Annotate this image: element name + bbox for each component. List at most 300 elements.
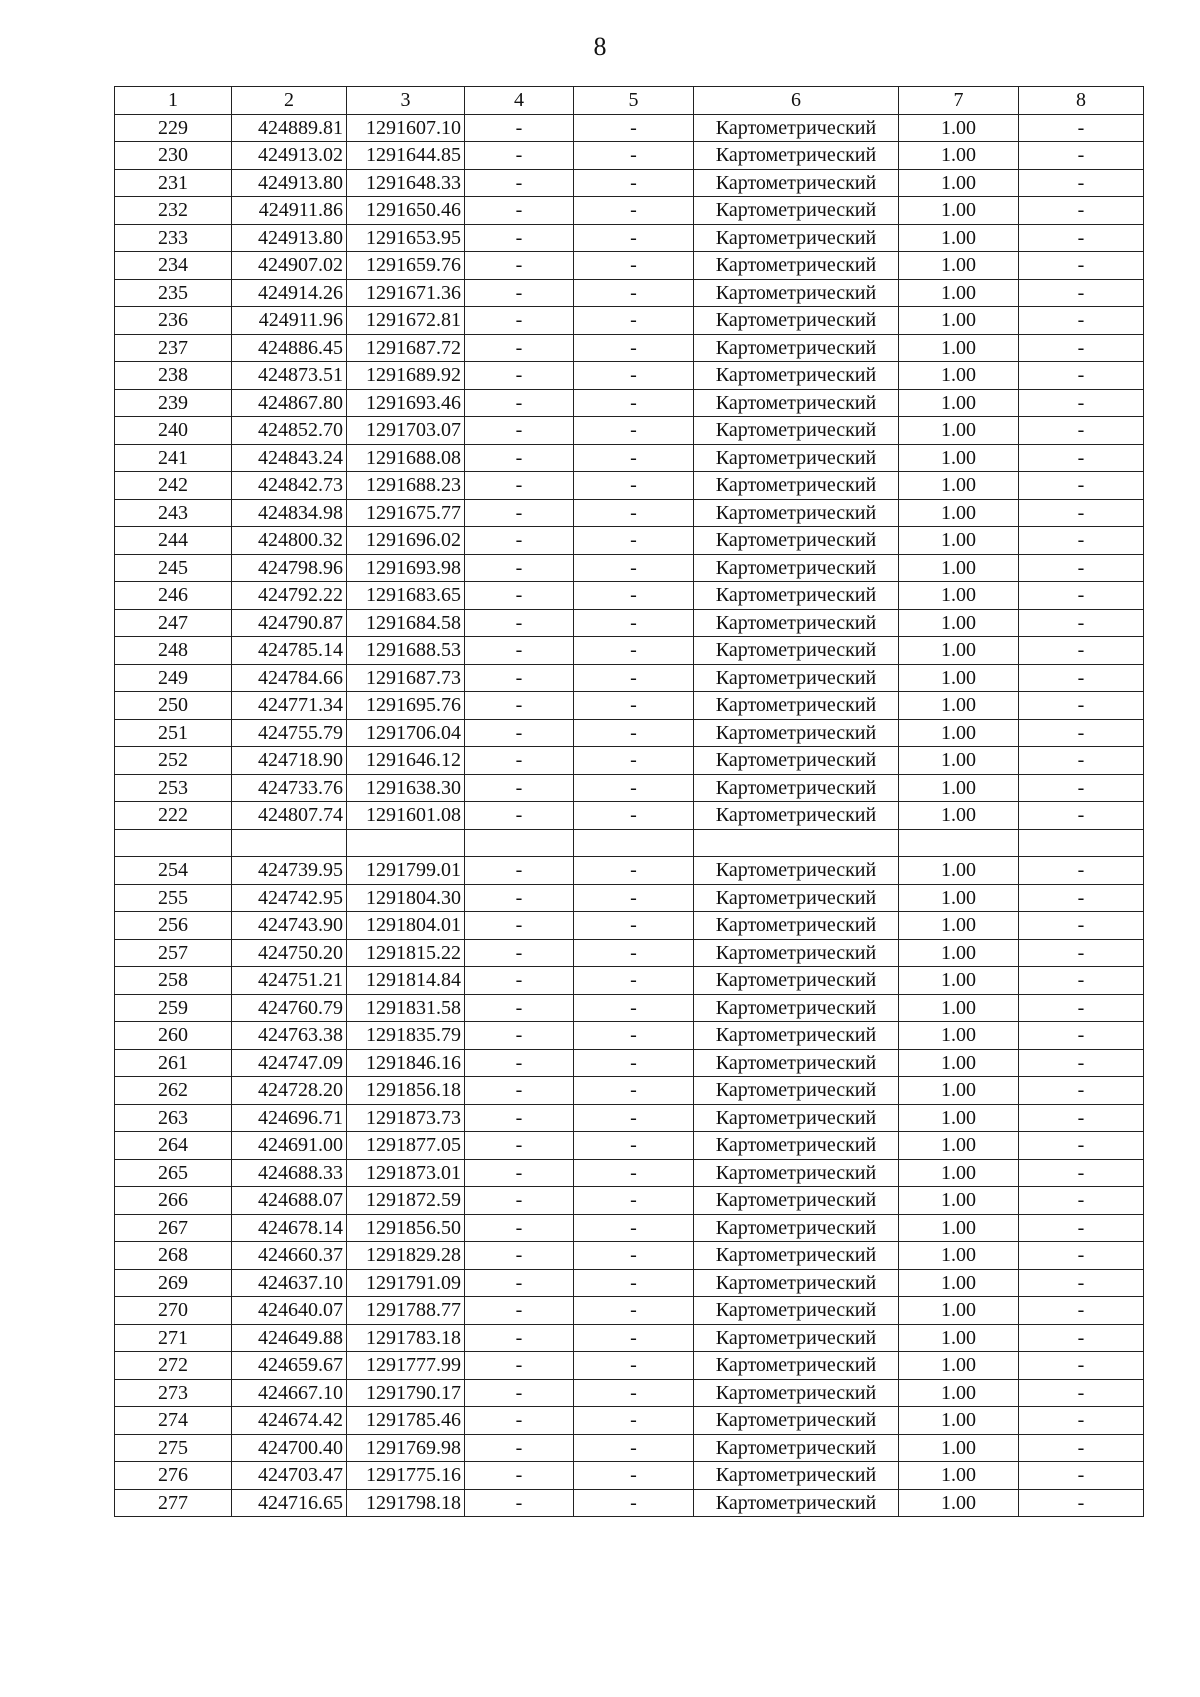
col8-cell: - <box>1019 802 1144 830</box>
point-number-cell: 267 <box>115 1214 232 1242</box>
accuracy-cell: 1.00 <box>899 1104 1019 1132</box>
point-number-cell <box>115 829 232 857</box>
x-coordinate-cell: 424763.38 <box>232 1022 347 1050</box>
point-number-cell: 244 <box>115 527 232 555</box>
x-coordinate-cell: 424800.32 <box>232 527 347 555</box>
col5-cell: - <box>574 994 694 1022</box>
col4-cell: - <box>465 609 574 637</box>
col4-cell: - <box>465 582 574 610</box>
accuracy-cell <box>899 829 1019 857</box>
col8-cell: - <box>1019 1489 1144 1517</box>
point-number-cell: 264 <box>115 1132 232 1160</box>
method-cell: Картометрический <box>694 169 899 197</box>
y-coordinate-cell: 1291688.23 <box>347 472 465 500</box>
y-coordinate-cell: 1291644.85 <box>347 142 465 170</box>
col5-cell: - <box>574 252 694 280</box>
method-cell: Картометрический <box>694 499 899 527</box>
empty-separator-row <box>115 829 1144 857</box>
point-number-cell: 272 <box>115 1352 232 1380</box>
point-number-cell: 275 <box>115 1434 232 1462</box>
point-number-cell: 265 <box>115 1159 232 1187</box>
x-coordinate-cell: 424716.65 <box>232 1489 347 1517</box>
col4-cell: - <box>465 252 574 280</box>
accuracy-cell: 1.00 <box>899 939 1019 967</box>
col8-cell: - <box>1019 1242 1144 1270</box>
accuracy-cell: 1.00 <box>899 747 1019 775</box>
x-coordinate-cell: 424688.07 <box>232 1187 347 1215</box>
point-number-cell: 261 <box>115 1049 232 1077</box>
col5-cell: - <box>574 774 694 802</box>
col8-cell: - <box>1019 417 1144 445</box>
col4-cell: - <box>465 692 574 720</box>
y-coordinate-cell: 1291846.16 <box>347 1049 465 1077</box>
col8-cell: - <box>1019 747 1144 775</box>
col5-cell: - <box>574 637 694 665</box>
col5-cell: - <box>574 527 694 555</box>
table-row <box>115 554 1144 582</box>
accuracy-cell: 1.00 <box>899 142 1019 170</box>
table-row <box>115 527 1144 555</box>
accuracy-cell: 1.00 <box>899 802 1019 830</box>
col5-cell: - <box>574 1297 694 1325</box>
y-coordinate-cell: 1291815.22 <box>347 939 465 967</box>
x-coordinate-cell: 424755.79 <box>232 719 347 747</box>
table-row <box>115 417 1144 445</box>
y-coordinate-cell: 1291693.46 <box>347 389 465 417</box>
table-row <box>115 1049 1144 1077</box>
table-row <box>115 1242 1144 1270</box>
x-coordinate-cell: 424649.88 <box>232 1324 347 1352</box>
method-cell: Картометрический <box>694 664 899 692</box>
col5-cell <box>574 829 694 857</box>
point-number-cell: 229 <box>115 114 232 142</box>
table-row <box>115 1214 1144 1242</box>
col4-cell: - <box>465 554 574 582</box>
col8-cell: - <box>1019 334 1144 362</box>
x-coordinate-cell: 424790.87 <box>232 609 347 637</box>
y-coordinate-cell: 1291607.10 <box>347 114 465 142</box>
accuracy-cell: 1.00 <box>899 1379 1019 1407</box>
point-number-cell: 239 <box>115 389 232 417</box>
point-number-cell: 256 <box>115 912 232 940</box>
col4-cell: - <box>465 1352 574 1380</box>
col4-cell: - <box>465 967 574 995</box>
x-coordinate-cell: 424674.42 <box>232 1407 347 1435</box>
point-number-cell: 251 <box>115 719 232 747</box>
col8-cell: - <box>1019 114 1144 142</box>
y-coordinate-cell: 1291684.58 <box>347 609 465 637</box>
accuracy-cell: 1.00 <box>899 252 1019 280</box>
col8-cell: - <box>1019 1214 1144 1242</box>
y-coordinate-cell: 1291804.01 <box>347 912 465 940</box>
col4-cell: - <box>465 279 574 307</box>
point-number-cell: 260 <box>115 1022 232 1050</box>
col8-cell: - <box>1019 362 1144 390</box>
y-coordinate-cell: 1291687.72 <box>347 334 465 362</box>
col8-cell: - <box>1019 1159 1144 1187</box>
col5-cell: - <box>574 664 694 692</box>
page-number: 8 <box>593 32 607 61</box>
method-cell: Картометрический <box>694 609 899 637</box>
table-row <box>115 912 1144 940</box>
col8-cell: - <box>1019 142 1144 170</box>
col4-cell: - <box>465 1187 574 1215</box>
accuracy-cell: 1.00 <box>899 967 1019 995</box>
column-header-5: 5 <box>574 87 694 115</box>
col4-cell: - <box>465 1462 574 1490</box>
table-row <box>115 692 1144 720</box>
accuracy-cell: 1.00 <box>899 1352 1019 1380</box>
col8-cell: - <box>1019 472 1144 500</box>
col4-cell <box>465 829 574 857</box>
col8-cell: - <box>1019 582 1144 610</box>
point-number-cell: 257 <box>115 939 232 967</box>
y-coordinate-cell: 1291638.30 <box>347 774 465 802</box>
col4-cell: - <box>465 334 574 362</box>
accuracy-cell: 1.00 <box>899 912 1019 940</box>
y-coordinate-cell: 1291829.28 <box>347 1242 465 1270</box>
accuracy-cell: 1.00 <box>899 1132 1019 1160</box>
col8-cell: - <box>1019 857 1144 885</box>
col8-cell: - <box>1019 774 1144 802</box>
y-coordinate-cell: 1291696.02 <box>347 527 465 555</box>
col4-cell: - <box>465 307 574 335</box>
y-coordinate-cell: 1291799.01 <box>347 857 465 885</box>
col8-cell: - <box>1019 1187 1144 1215</box>
x-coordinate-cell: 424760.79 <box>232 994 347 1022</box>
column-header-2: 2 <box>232 87 347 115</box>
y-coordinate-cell: 1291814.84 <box>347 967 465 995</box>
x-coordinate-cell: 424696.71 <box>232 1104 347 1132</box>
table-row <box>115 719 1144 747</box>
method-cell: Картометрический <box>694 527 899 555</box>
col5-cell: - <box>574 1214 694 1242</box>
x-coordinate-cell: 424852.70 <box>232 417 347 445</box>
column-header-8: 8 <box>1019 87 1144 115</box>
col4-cell: - <box>465 472 574 500</box>
accuracy-cell: 1.00 <box>899 169 1019 197</box>
col4-cell: - <box>465 197 574 225</box>
y-coordinate-cell: 1291798.18 <box>347 1489 465 1517</box>
y-coordinate-cell: 1291777.99 <box>347 1352 465 1380</box>
table-row <box>115 114 1144 142</box>
col8-cell: - <box>1019 389 1144 417</box>
x-coordinate-cell: 424785.14 <box>232 637 347 665</box>
y-coordinate-cell: 1291672.81 <box>347 307 465 335</box>
col5-cell: - <box>574 197 694 225</box>
method-cell: Картометрический <box>694 747 899 775</box>
table-row <box>115 802 1144 830</box>
col5-cell: - <box>574 1434 694 1462</box>
x-coordinate-cell: 424798.96 <box>232 554 347 582</box>
method-cell: Картометрический <box>694 389 899 417</box>
col8-cell: - <box>1019 939 1144 967</box>
table-row <box>115 252 1144 280</box>
col4-cell: - <box>465 1434 574 1462</box>
col5-cell: - <box>574 1269 694 1297</box>
table-row <box>115 279 1144 307</box>
col4-cell: - <box>465 1379 574 1407</box>
accuracy-cell: 1.00 <box>899 224 1019 252</box>
y-coordinate-cell: 1291785.46 <box>347 1407 465 1435</box>
accuracy-cell: 1.00 <box>899 1324 1019 1352</box>
accuracy-cell: 1.00 <box>899 554 1019 582</box>
method-cell: Картометрический <box>694 1407 899 1435</box>
x-coordinate-cell: 424678.14 <box>232 1214 347 1242</box>
point-number-cell: 252 <box>115 747 232 775</box>
col4-cell: - <box>465 1022 574 1050</box>
y-coordinate-cell: 1291653.95 <box>347 224 465 252</box>
accuracy-cell: 1.00 <box>899 1214 1019 1242</box>
col4-cell: - <box>465 224 574 252</box>
col5-cell: - <box>574 1324 694 1352</box>
y-coordinate-cell: 1291790.17 <box>347 1379 465 1407</box>
y-coordinate-cell: 1291687.73 <box>347 664 465 692</box>
col8-cell: - <box>1019 1324 1144 1352</box>
col8-cell: - <box>1019 499 1144 527</box>
x-coordinate-cell: 424842.73 <box>232 472 347 500</box>
col8-cell: - <box>1019 554 1144 582</box>
method-cell: Картометрический <box>694 279 899 307</box>
method-cell: Картометрический <box>694 637 899 665</box>
method-cell: Картометрический <box>694 1159 899 1187</box>
point-number-cell: 248 <box>115 637 232 665</box>
method-cell: Картометрический <box>694 1489 899 1517</box>
col4-cell: - <box>465 1324 574 1352</box>
table-row <box>115 1132 1144 1160</box>
col8-cell: - <box>1019 1434 1144 1462</box>
column-header-7: 7 <box>899 87 1019 115</box>
x-coordinate-cell: 424911.96 <box>232 307 347 335</box>
method-cell: Картометрический <box>694 1022 899 1050</box>
method-cell: Картометрический <box>694 1462 899 1490</box>
col5-cell: - <box>574 169 694 197</box>
y-coordinate-cell: 1291791.09 <box>347 1269 465 1297</box>
accuracy-cell: 1.00 <box>899 499 1019 527</box>
table-row <box>115 774 1144 802</box>
method-cell: Картометрический <box>694 1187 899 1215</box>
x-coordinate-cell: 424667.10 <box>232 1379 347 1407</box>
x-coordinate-cell: 424889.81 <box>232 114 347 142</box>
table-row <box>115 994 1144 1022</box>
table-row <box>115 389 1144 417</box>
accuracy-cell: 1.00 <box>899 472 1019 500</box>
col8-cell: - <box>1019 224 1144 252</box>
table-row <box>115 884 1144 912</box>
point-number-cell: 271 <box>115 1324 232 1352</box>
accuracy-cell: 1.00 <box>899 307 1019 335</box>
accuracy-cell: 1.00 <box>899 664 1019 692</box>
x-coordinate-cell: 424691.00 <box>232 1132 347 1160</box>
col5-cell: - <box>574 142 694 170</box>
y-coordinate-cell: 1291703.07 <box>347 417 465 445</box>
table-row <box>115 1022 1144 1050</box>
col8-cell: - <box>1019 637 1144 665</box>
y-coordinate-cell: 1291693.98 <box>347 554 465 582</box>
col8-cell: - <box>1019 1049 1144 1077</box>
col4-cell: - <box>465 912 574 940</box>
y-coordinate-cell: 1291646.12 <box>347 747 465 775</box>
y-coordinate-cell: 1291783.18 <box>347 1324 465 1352</box>
col5-cell: - <box>574 692 694 720</box>
method-cell: Картометрический <box>694 307 899 335</box>
method-cell: Картометрический <box>694 1269 899 1297</box>
col5-cell: - <box>574 1379 694 1407</box>
y-coordinate-cell: 1291835.79 <box>347 1022 465 1050</box>
method-cell: Картометрический <box>694 444 899 472</box>
x-coordinate-cell: 424914.26 <box>232 279 347 307</box>
col5-cell: - <box>574 1407 694 1435</box>
accuracy-cell: 1.00 <box>899 1077 1019 1105</box>
point-number-cell: 270 <box>115 1297 232 1325</box>
table-row <box>115 307 1144 335</box>
method-cell: Картометрический <box>694 1104 899 1132</box>
method-cell: Картометрический <box>694 1352 899 1380</box>
y-coordinate-cell: 1291675.77 <box>347 499 465 527</box>
point-number-cell: 268 <box>115 1242 232 1270</box>
accuracy-cell: 1.00 <box>899 362 1019 390</box>
col8-cell: - <box>1019 307 1144 335</box>
col5-cell: - <box>574 912 694 940</box>
col5-cell: - <box>574 114 694 142</box>
col4-cell: - <box>465 1297 574 1325</box>
col8-cell: - <box>1019 444 1144 472</box>
col5-cell: - <box>574 1132 694 1160</box>
point-number-cell: 234 <box>115 252 232 280</box>
point-number-cell: 263 <box>115 1104 232 1132</box>
col8-cell: - <box>1019 967 1144 995</box>
col4-cell: - <box>465 1214 574 1242</box>
accuracy-cell: 1.00 <box>899 1049 1019 1077</box>
col5-cell: - <box>574 444 694 472</box>
col5-cell: - <box>574 472 694 500</box>
method-cell: Картометрический <box>694 692 899 720</box>
y-coordinate-cell: 1291601.08 <box>347 802 465 830</box>
x-coordinate-cell: 424771.34 <box>232 692 347 720</box>
method-cell: Картометрический <box>694 774 899 802</box>
col5-cell: - <box>574 1077 694 1105</box>
col4-cell: - <box>465 1049 574 1077</box>
col5-cell: - <box>574 884 694 912</box>
table-row <box>115 362 1144 390</box>
y-coordinate-cell: 1291872.59 <box>347 1187 465 1215</box>
col5-cell: - <box>574 857 694 885</box>
col4-cell: - <box>465 444 574 472</box>
col4-cell: - <box>465 1269 574 1297</box>
point-number-cell: 276 <box>115 1462 232 1490</box>
col4-cell: - <box>465 664 574 692</box>
col4-cell: - <box>465 637 574 665</box>
method-cell <box>694 829 899 857</box>
method-cell: Картометрический <box>694 719 899 747</box>
y-coordinate-cell: 1291683.65 <box>347 582 465 610</box>
col5-cell: - <box>574 1462 694 1490</box>
method-cell: Картометрический <box>694 912 899 940</box>
x-coordinate-cell: 424867.80 <box>232 389 347 417</box>
point-number-cell: 274 <box>115 1407 232 1435</box>
table-row <box>115 142 1144 170</box>
accuracy-cell: 1.00 <box>899 279 1019 307</box>
col4-cell: - <box>465 857 574 885</box>
point-number-cell: 237 <box>115 334 232 362</box>
y-coordinate-cell: 1291856.50 <box>347 1214 465 1242</box>
col5-cell: - <box>574 362 694 390</box>
method-cell: Картометрический <box>694 1049 899 1077</box>
col5-cell: - <box>574 1104 694 1132</box>
x-coordinate-cell: 424703.47 <box>232 1462 347 1490</box>
x-coordinate-cell: 424660.37 <box>232 1242 347 1270</box>
col4-cell: - <box>465 499 574 527</box>
col5-cell: - <box>574 1159 694 1187</box>
table-row <box>115 582 1144 610</box>
col4-cell: - <box>465 884 574 912</box>
col4-cell: - <box>465 1489 574 1517</box>
column-header-6: 6 <box>694 87 899 115</box>
method-cell: Картометрический <box>694 1132 899 1160</box>
table-row <box>115 1269 1144 1297</box>
column-header-1: 1 <box>115 87 232 115</box>
col4-cell: - <box>465 802 574 830</box>
x-coordinate-cell: 424911.86 <box>232 197 347 225</box>
y-coordinate-cell: 1291873.73 <box>347 1104 465 1132</box>
x-coordinate-cell: 424659.67 <box>232 1352 347 1380</box>
col8-cell: - <box>1019 1269 1144 1297</box>
y-coordinate-cell: 1291856.18 <box>347 1077 465 1105</box>
accuracy-cell: 1.00 <box>899 1269 1019 1297</box>
method-cell: Картометрический <box>694 939 899 967</box>
accuracy-cell: 1.00 <box>899 994 1019 1022</box>
col4-cell: - <box>465 527 574 555</box>
column-header-3: 3 <box>347 87 465 115</box>
table-row <box>115 472 1144 500</box>
col4-cell: - <box>465 169 574 197</box>
x-coordinate-cell: 424843.24 <box>232 444 347 472</box>
col8-cell: - <box>1019 1407 1144 1435</box>
method-cell: Картометрический <box>694 967 899 995</box>
y-coordinate-cell: 1291689.92 <box>347 362 465 390</box>
method-cell: Картометрический <box>694 1077 899 1105</box>
accuracy-cell: 1.00 <box>899 389 1019 417</box>
col5-cell: - <box>574 582 694 610</box>
method-cell: Картометрический <box>694 1297 899 1325</box>
col4-cell: - <box>465 939 574 967</box>
method-cell: Картометрический <box>694 1214 899 1242</box>
col5-cell: - <box>574 747 694 775</box>
col4-cell: - <box>465 389 574 417</box>
col8-cell: - <box>1019 609 1144 637</box>
col4-cell: - <box>465 1132 574 1160</box>
col5-cell: - <box>574 334 694 362</box>
point-number-cell: 243 <box>115 499 232 527</box>
col8-cell: - <box>1019 1297 1144 1325</box>
col5-cell: - <box>574 802 694 830</box>
table-row <box>115 939 1144 967</box>
point-number-cell: 255 <box>115 884 232 912</box>
x-coordinate-cell: 424733.76 <box>232 774 347 802</box>
col8-cell: - <box>1019 1132 1144 1160</box>
method-cell: Картометрический <box>694 1379 899 1407</box>
table-row <box>115 444 1144 472</box>
table-row <box>115 499 1144 527</box>
accuracy-cell: 1.00 <box>899 884 1019 912</box>
table-row <box>115 609 1144 637</box>
col5-cell: - <box>574 939 694 967</box>
x-coordinate-cell: 424700.40 <box>232 1434 347 1462</box>
accuracy-cell: 1.00 <box>899 114 1019 142</box>
point-number-cell: 232 <box>115 197 232 225</box>
method-cell: Картометрический <box>694 252 899 280</box>
point-number-cell: 247 <box>115 609 232 637</box>
